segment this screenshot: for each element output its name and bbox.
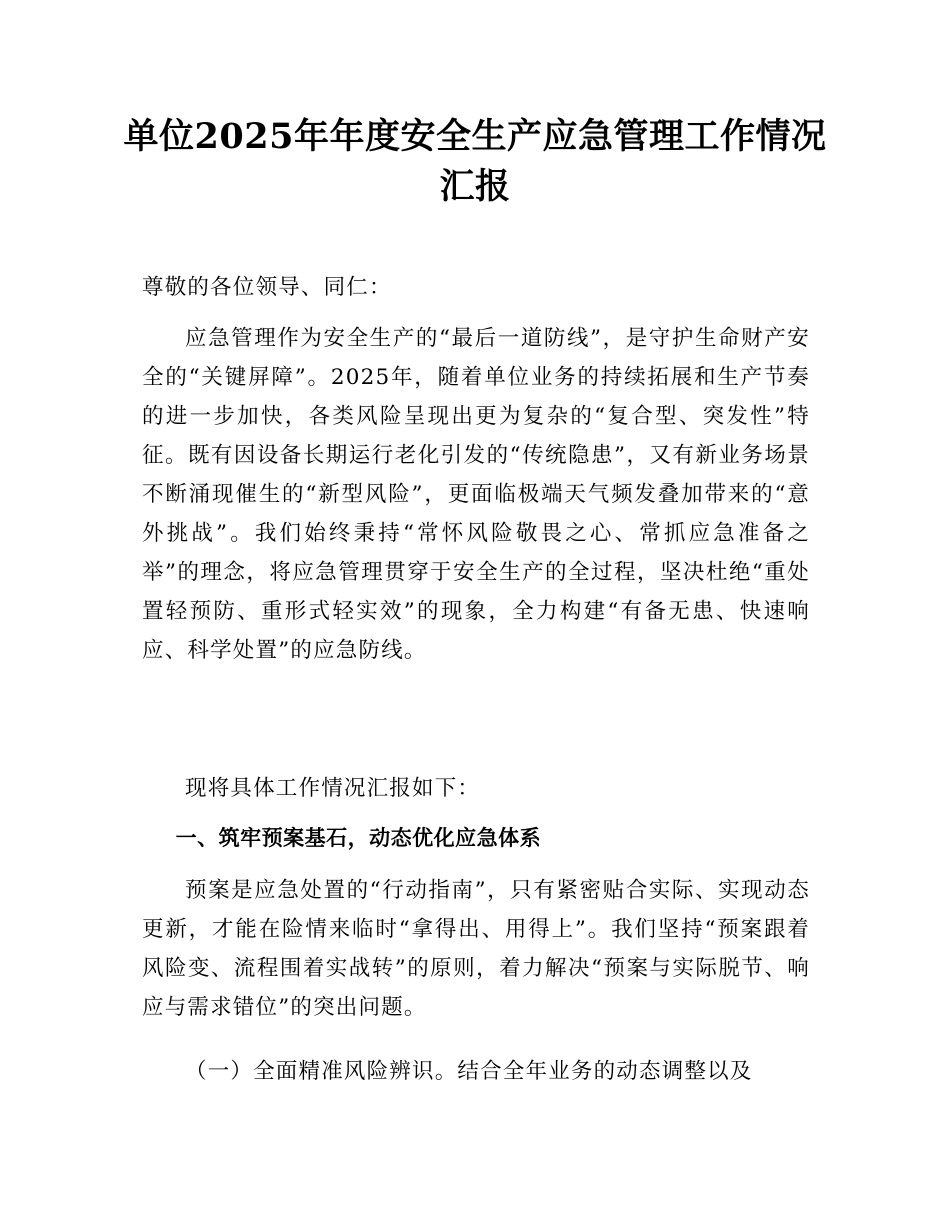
paragraph-report-lead: 现将具体工作情况汇报如下： — [185, 776, 481, 801]
paragraph-subsection-1: （一）全面精准风险辨识。结合全年业务的动态调整以及 — [185, 1059, 753, 1084]
section-heading-1: 一、筑牢预案基石，动态优化应急体系 — [175, 826, 542, 850]
title-line-2: 汇报 — [439, 166, 511, 207]
paragraph-section-1: 预案是应急处置的“行动指南”，只有紧密贴合实际、实现动态更新，才能在险情来临时“拿得出、用得上”。我们坚持“预案跟着风险变、流程围着实战转”的原则，着力解决“预案与实际脱节、响应与需求错位”的突出问题。 — [142, 878, 810, 1020]
document-title — [110, 112, 840, 212]
paragraph-intro: 应急管理作为安全生产的“最后一道防线”，是守护生命财产安全的“关键屏障”。2025年，随着单位业务的持续拓展和生产节奏的进一步加快，各类风险呈现出更为复杂的“复合型、突发性”特征。既有因设备长期运行老化引发的“传统隐患”，又有新业务场景不断涌现催生的“新型风险”，更面临极端天气频发叠加带来的“意外挑战”。我们始终秉持“常怀风险敬畏之心、常抓应急准备之举”的理念，将应急管理贯穿于安全生产的全过程，坚决杜绝“重处置轻预防、重形式轻实效”的现象，全力构建“有备无患、快速响应、科学处置”的应急防线。 — [142, 326, 810, 663]
salutation: 尊敬的各位领导、同仁： — [142, 275, 392, 300]
title-line-1: 单位2025年年度安全生产应急管理工作情况 — [123, 116, 827, 157]
